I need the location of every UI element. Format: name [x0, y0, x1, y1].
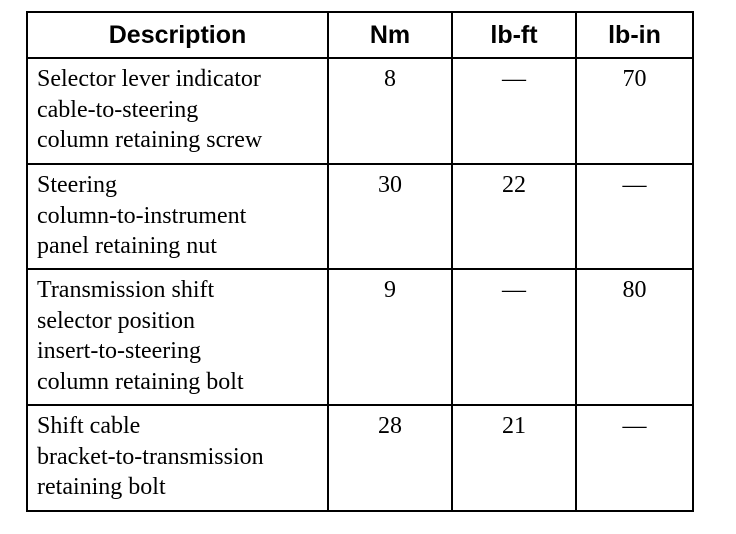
table-row: [27, 164, 693, 269]
description-line: column retaining screw: [37, 127, 263, 153]
header-lb-ft: lb-ft: [452, 12, 576, 58]
header-description: Description: [27, 12, 328, 58]
lb-ft-cell: —: [452, 269, 576, 405]
nm-cell: 28: [328, 405, 452, 511]
lb-in-cell: —: [576, 164, 693, 269]
description-line: bracket-to-transmission: [37, 443, 264, 470]
header-lb-in: lb-in: [576, 12, 693, 58]
lb-ft-cell: 21: [452, 405, 576, 511]
lb-in-cell: 80: [576, 269, 693, 405]
description-line: column retaining bolt: [37, 368, 244, 395]
description-line: Steering: [37, 172, 117, 198]
lb-ft-cell: —: [452, 58, 576, 164]
description-cell: [27, 405, 328, 511]
description-line: Shift cable: [37, 413, 141, 439]
description-cell: [27, 164, 328, 269]
description-line: retaining bolt: [37, 474, 166, 500]
description-line: Transmission shift: [37, 277, 215, 303]
description-line: column-to-instrument: [37, 202, 247, 229]
lb-in-cell: —: [576, 405, 693, 511]
table-row: [27, 58, 693, 164]
description-line: panel retaining nut: [37, 233, 217, 259]
description-cell: [27, 58, 328, 164]
table-row: [27, 405, 693, 511]
description-line: Selector lever indicator: [37, 66, 261, 92]
description-line: cable-to-steering: [37, 96, 199, 123]
nm-cell: 8: [328, 58, 452, 164]
header-row: [27, 12, 693, 58]
nm-cell: 30: [328, 164, 452, 269]
torque-spec-table: [26, 11, 694, 512]
lb-in-cell: 70: [576, 58, 693, 164]
nm-cell: 9: [328, 269, 452, 405]
description-line: selector position: [37, 307, 195, 334]
description-cell: [27, 269, 328, 405]
description-line: insert-to-steering: [37, 338, 201, 364]
table-row: [27, 269, 693, 405]
header-nm: Nm: [328, 12, 452, 58]
lb-ft-cell: 22: [452, 164, 576, 269]
